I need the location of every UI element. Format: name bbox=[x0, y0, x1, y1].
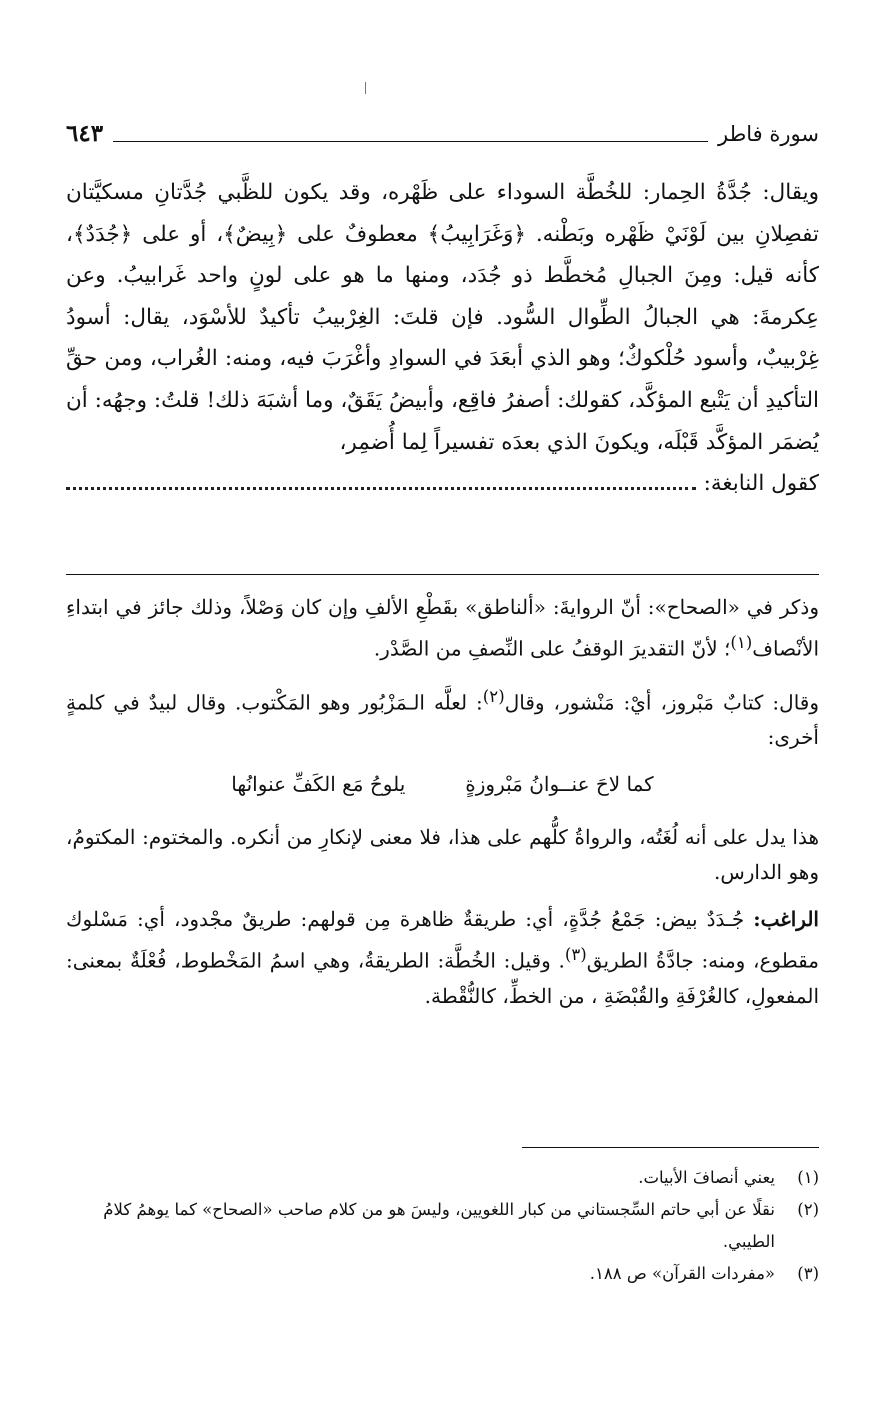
commentary-p4-text: جُـدَدٌ بيض: جَمْعُ جُدَّةٍ، أي: طريقةٌ ظاهرة مِن قولهم: طريقٌ مجْدود، أي: مَسْلوك مقطوع، ومنه: جادَّةُ الطريق bbox=[66, 907, 820, 973]
dotted-leader bbox=[66, 486, 696, 490]
commentary-paragraph-1 bbox=[66, 590, 819, 667]
surah-title: سورة فاطر bbox=[717, 122, 819, 146]
scan-mark bbox=[365, 82, 366, 94]
commentary-text bbox=[66, 590, 819, 1026]
commentary-paragraph-2 bbox=[66, 679, 819, 756]
main-last-line-text: كقول النابغة: bbox=[703, 471, 819, 497]
footnote-rule bbox=[522, 1147, 819, 1148]
footnote-number: (٣) bbox=[797, 1264, 819, 1283]
footnote-1 bbox=[66, 1162, 819, 1194]
section-separator bbox=[66, 574, 819, 575]
footnote-text: «مفردات القرآن» ص ١٨٨. bbox=[589, 1264, 775, 1283]
main-last-line bbox=[66, 463, 819, 505]
footnote-ref-1: (١) bbox=[730, 633, 753, 652]
commentary-paragraph-3: هذا يدل على أنه لُغَتُه، والرواةُ كلُّهم على هذا، فلا معنى لإنكارِ من أنكره. والمختوم: المكتومُ، وهو الدارس. bbox=[66, 825, 819, 885]
poetry-verse bbox=[66, 767, 819, 802]
header-rule bbox=[113, 141, 708, 142]
verse-second-hemistich: يلوحُ مَع الكَفِّ عنوانُها bbox=[231, 772, 406, 797]
main-paragraph: ويقال: جُدَّةُ الحِمار: للخُطَّة السوداء على ظَهْره، وقد يكون للظَّبي جُدَّتانِ مسكيَّتان تفصِلانِ بين لَوْنَيْ ظَهْره وبَطْنه. ﴿وَغَرَابِيبُ﴾ معطوفٌ على ﴿بِيضٌ﴾، أو على ﴿جُدَدٌ﴾، كأنه قيل: ومِنَ الجبالِ مُخطَّط ذو جُدَد، ومنها ما هو على لونٍ واحد غَرابيبُ. وعن عِكرمةَ: هي الجبالُ الطِّوال السُّود. فإن قلتَ: الغِرْبيبُ تأكيدٌ للأسْوَد، يقال: أسودُ غِرْبيبٌ، وأسود حُلْكوكٌ؛ وهو الذي أبعَدَ في السوادِ وأغْرَبَ فيه، ومنه: الغُراب، ومن حقِّ التأكيدِ أن يَتْبع المؤكَّد، كقولك: أصفرُ فاقِع، وأبيضُ يَقَقٌ، وما أشبَهَ ذلك! قلتُ: وجهُه: أن يُضمَر المؤكَّد قَبْلَه، ويكونَ الذي بعدَه تفسيراً لِما أُضمِر، bbox=[66, 180, 819, 455]
commentary-p2-text: وقال: كتابٌ مَبْروز، أيْ: مَنْشور، وقال bbox=[504, 690, 820, 715]
footnote-3 bbox=[66, 1258, 819, 1290]
footnote-ref-2: (٢) bbox=[482, 686, 505, 706]
footnote-number: (٢) bbox=[797, 1200, 819, 1219]
footnotes bbox=[66, 1162, 819, 1290]
commentary-p4-end: . وقيل: الخُطَّة: الطريقةُ، وهي اسمُ المَخْطوط، فُعْلَةٌ بمعنى: المفعولِ، كالغُرْفَةِ والقُبْضَةِ ، من الخطِّ، كالنُّقْطة. bbox=[66, 948, 819, 1008]
page-header bbox=[66, 118, 819, 148]
commentary-p1-end: ؛ لأنّ التقديرَ الوقفُ على النِّصفِ من الصَّدْر. bbox=[373, 636, 731, 661]
page-number: ٦٤٣ bbox=[66, 120, 104, 147]
footnote-text: نقلًا عن أبي حاتم السِّجستاني من كبار اللغويين، وليسَ هو من كلام صاحب «الصحاح» كما يوهمُ كلامُ الطيبي. bbox=[103, 1200, 775, 1251]
footnote-2 bbox=[66, 1194, 819, 1258]
footnote-ref-3: (٣) bbox=[564, 945, 587, 965]
commentary-p1-text: وذكر في «الصحاح»: أنّ الروايةَ: «ألناطق» بقَطْعِ الألفِ وإن كان وَصْلاً، وذلك جائز في ابتداءِ الأنْصاف bbox=[66, 595, 819, 661]
raghib-label: الراغب: bbox=[753, 907, 819, 932]
main-text bbox=[66, 172, 819, 505]
footnote-number: (١) bbox=[797, 1168, 819, 1187]
commentary-p2-end: : لعلَّه الـمَزْبُور وهو المَكْتوب. وقال لبيدٌ في كلمةٍ أخرى: bbox=[66, 690, 819, 750]
commentary-paragraph-4 bbox=[66, 902, 819, 1014]
footnote-text: يعني أنصافَ الأبيات. bbox=[638, 1168, 775, 1187]
verse-first-hemistich: كما لاحَ عنــوانُ مَبْروزةٍ bbox=[465, 772, 654, 797]
